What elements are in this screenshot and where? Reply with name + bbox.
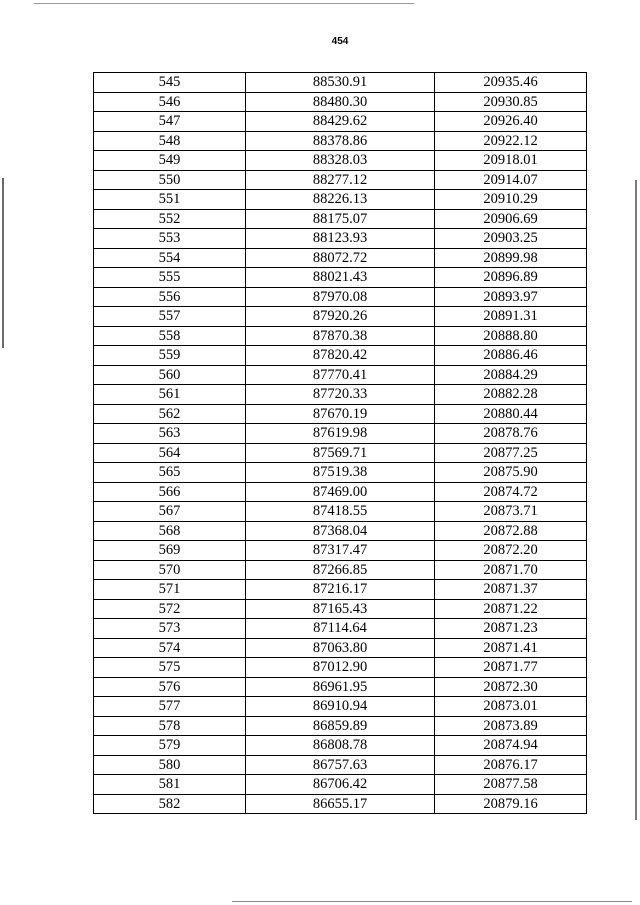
x-coordinate-cell: 86961.95	[246, 677, 435, 697]
x-coordinate-cell: 87770.41	[246, 365, 435, 385]
x-coordinate-cell: 87469.00	[246, 482, 435, 502]
x-coordinate-cell: 87216.17	[246, 580, 435, 600]
table-row	[94, 307, 587, 327]
table-row	[94, 424, 587, 444]
table-row	[94, 287, 587, 307]
scan-line-bottom	[232, 901, 632, 902]
point-number-cell: 555	[94, 268, 246, 288]
y-coordinate-cell: 20922.12	[435, 131, 587, 151]
x-coordinate-cell: 86859.89	[246, 716, 435, 736]
table-row	[94, 736, 587, 756]
x-coordinate-cell: 88530.91	[246, 73, 435, 93]
x-coordinate-cell: 87820.42	[246, 346, 435, 366]
point-number-cell: 565	[94, 463, 246, 483]
point-number-cell: 563	[94, 424, 246, 444]
y-coordinate-cell: 20884.29	[435, 365, 587, 385]
point-number-cell: 570	[94, 560, 246, 580]
table-row	[94, 638, 587, 658]
y-coordinate-cell: 20873.01	[435, 697, 587, 717]
scan-edge-right	[635, 180, 637, 820]
table-row	[94, 502, 587, 522]
point-number-cell: 575	[94, 658, 246, 678]
x-coordinate-cell: 87519.38	[246, 463, 435, 483]
y-coordinate-cell: 20871.37	[435, 580, 587, 600]
y-coordinate-cell: 20879.16	[435, 794, 587, 814]
table-row	[94, 346, 587, 366]
y-coordinate-cell: 20896.89	[435, 268, 587, 288]
x-coordinate-cell: 87970.08	[246, 287, 435, 307]
x-coordinate-cell: 88480.30	[246, 92, 435, 112]
y-coordinate-cell: 20906.69	[435, 209, 587, 229]
x-coordinate-cell: 86757.63	[246, 755, 435, 775]
table-row	[94, 560, 587, 580]
x-coordinate-cell: 87418.55	[246, 502, 435, 522]
x-coordinate-cell: 88021.43	[246, 268, 435, 288]
x-coordinate-cell: 86655.17	[246, 794, 435, 814]
point-number-cell: 569	[94, 541, 246, 561]
x-coordinate-cell: 87266.85	[246, 560, 435, 580]
point-number-cell: 571	[94, 580, 246, 600]
y-coordinate-cell: 20873.89	[435, 716, 587, 736]
point-number-cell: 548	[94, 131, 246, 151]
table-row	[94, 326, 587, 346]
table-row	[94, 443, 587, 463]
y-coordinate-cell: 20872.30	[435, 677, 587, 697]
y-coordinate-cell: 20875.90	[435, 463, 587, 483]
point-number-cell: 560	[94, 365, 246, 385]
y-coordinate-cell: 20874.94	[435, 736, 587, 756]
point-number-cell: 561	[94, 385, 246, 405]
table-row	[94, 521, 587, 541]
table-row	[94, 209, 587, 229]
y-coordinate-cell: 20880.44	[435, 404, 587, 424]
y-coordinate-cell: 20877.58	[435, 775, 587, 795]
point-number-cell: 578	[94, 716, 246, 736]
point-number-cell: 559	[94, 346, 246, 366]
point-number-cell: 572	[94, 599, 246, 619]
table-row	[94, 229, 587, 249]
y-coordinate-cell: 20872.88	[435, 521, 587, 541]
y-coordinate-cell: 20871.70	[435, 560, 587, 580]
table-row	[94, 404, 587, 424]
table-row	[94, 463, 587, 483]
point-number-cell: 551	[94, 190, 246, 210]
table-row	[94, 112, 587, 132]
table-row	[94, 580, 587, 600]
y-coordinate-cell: 20910.29	[435, 190, 587, 210]
point-number-cell: 581	[94, 775, 246, 795]
y-coordinate-cell: 20882.28	[435, 385, 587, 405]
table-row	[94, 73, 587, 93]
point-number-cell: 552	[94, 209, 246, 229]
x-coordinate-cell: 87670.19	[246, 404, 435, 424]
x-coordinate-cell: 87063.80	[246, 638, 435, 658]
x-coordinate-cell: 88277.12	[246, 170, 435, 190]
y-coordinate-cell: 20872.20	[435, 541, 587, 561]
y-coordinate-cell: 20871.77	[435, 658, 587, 678]
x-coordinate-cell: 88175.07	[246, 209, 435, 229]
x-coordinate-cell: 88226.13	[246, 190, 435, 210]
point-number-cell: 550	[94, 170, 246, 190]
point-number-cell: 579	[94, 736, 246, 756]
point-number-cell: 556	[94, 287, 246, 307]
point-number-cell: 554	[94, 248, 246, 268]
y-coordinate-cell: 20874.72	[435, 482, 587, 502]
x-coordinate-cell: 87870.38	[246, 326, 435, 346]
x-coordinate-cell: 88123.93	[246, 229, 435, 249]
x-coordinate-cell: 87569.71	[246, 443, 435, 463]
table-row	[94, 775, 587, 795]
table-row	[94, 658, 587, 678]
y-coordinate-cell: 20871.23	[435, 619, 587, 639]
x-coordinate-cell: 87920.26	[246, 307, 435, 327]
coordinate-table	[93, 72, 587, 814]
page-number: 454	[331, 36, 349, 47]
x-coordinate-cell: 88429.62	[246, 112, 435, 132]
x-coordinate-cell: 86808.78	[246, 736, 435, 756]
table-row	[94, 190, 587, 210]
x-coordinate-cell: 88378.86	[246, 131, 435, 151]
table-row	[94, 599, 587, 619]
table-row	[94, 697, 587, 717]
table-row	[94, 385, 587, 405]
y-coordinate-cell: 20876.17	[435, 755, 587, 775]
point-number-cell: 576	[94, 677, 246, 697]
y-coordinate-cell: 20930.85	[435, 92, 587, 112]
y-coordinate-cell: 20871.22	[435, 599, 587, 619]
table-row	[94, 755, 587, 775]
point-number-cell: 567	[94, 502, 246, 522]
y-coordinate-cell: 20886.46	[435, 346, 587, 366]
table-body	[94, 73, 587, 814]
point-number-cell: 558	[94, 326, 246, 346]
point-number-cell: 566	[94, 482, 246, 502]
y-coordinate-cell: 20935.46	[435, 73, 587, 93]
table-row	[94, 248, 587, 268]
table-row	[94, 541, 587, 561]
table-row	[94, 151, 587, 171]
x-coordinate-cell: 88328.03	[246, 151, 435, 171]
x-coordinate-cell: 87720.33	[246, 385, 435, 405]
table-row	[94, 716, 587, 736]
x-coordinate-cell: 88072.72	[246, 248, 435, 268]
y-coordinate-cell: 20878.76	[435, 424, 587, 444]
point-number-cell: 573	[94, 619, 246, 639]
point-number-cell: 582	[94, 794, 246, 814]
y-coordinate-cell: 20888.80	[435, 326, 587, 346]
scan-line-top	[34, 3, 414, 4]
x-coordinate-cell: 86910.94	[246, 697, 435, 717]
x-coordinate-cell: 87012.90	[246, 658, 435, 678]
table-row	[94, 92, 587, 112]
y-coordinate-cell: 20926.40	[435, 112, 587, 132]
point-number-cell: 580	[94, 755, 246, 775]
point-number-cell: 574	[94, 638, 246, 658]
y-coordinate-cell: 20903.25	[435, 229, 587, 249]
table-row	[94, 170, 587, 190]
point-number-cell: 545	[94, 73, 246, 93]
table-row	[94, 365, 587, 385]
point-number-cell: 577	[94, 697, 246, 717]
point-number-cell: 557	[94, 307, 246, 327]
y-coordinate-cell: 20899.98	[435, 248, 587, 268]
table-row	[94, 619, 587, 639]
table-row	[94, 268, 587, 288]
point-number-cell: 564	[94, 443, 246, 463]
x-coordinate-cell: 87114.64	[246, 619, 435, 639]
y-coordinate-cell: 20914.07	[435, 170, 587, 190]
point-number-cell: 562	[94, 404, 246, 424]
scan-edge-left	[2, 178, 4, 348]
point-number-cell: 549	[94, 151, 246, 171]
y-coordinate-cell: 20918.01	[435, 151, 587, 171]
table-row	[94, 677, 587, 697]
x-coordinate-cell: 87368.04	[246, 521, 435, 541]
table-row	[94, 482, 587, 502]
x-coordinate-cell: 86706.42	[246, 775, 435, 795]
table-row	[94, 131, 587, 151]
y-coordinate-cell: 20871.41	[435, 638, 587, 658]
y-coordinate-cell: 20891.31	[435, 307, 587, 327]
y-coordinate-cell: 20873.71	[435, 502, 587, 522]
point-number-cell: 547	[94, 112, 246, 132]
table-row	[94, 794, 587, 814]
y-coordinate-cell: 20893.97	[435, 287, 587, 307]
x-coordinate-cell: 87619.98	[246, 424, 435, 444]
x-coordinate-cell: 87165.43	[246, 599, 435, 619]
point-number-cell: 546	[94, 92, 246, 112]
y-coordinate-cell: 20877.25	[435, 443, 587, 463]
point-number-cell: 568	[94, 521, 246, 541]
x-coordinate-cell: 87317.47	[246, 541, 435, 561]
point-number-cell: 553	[94, 229, 246, 249]
